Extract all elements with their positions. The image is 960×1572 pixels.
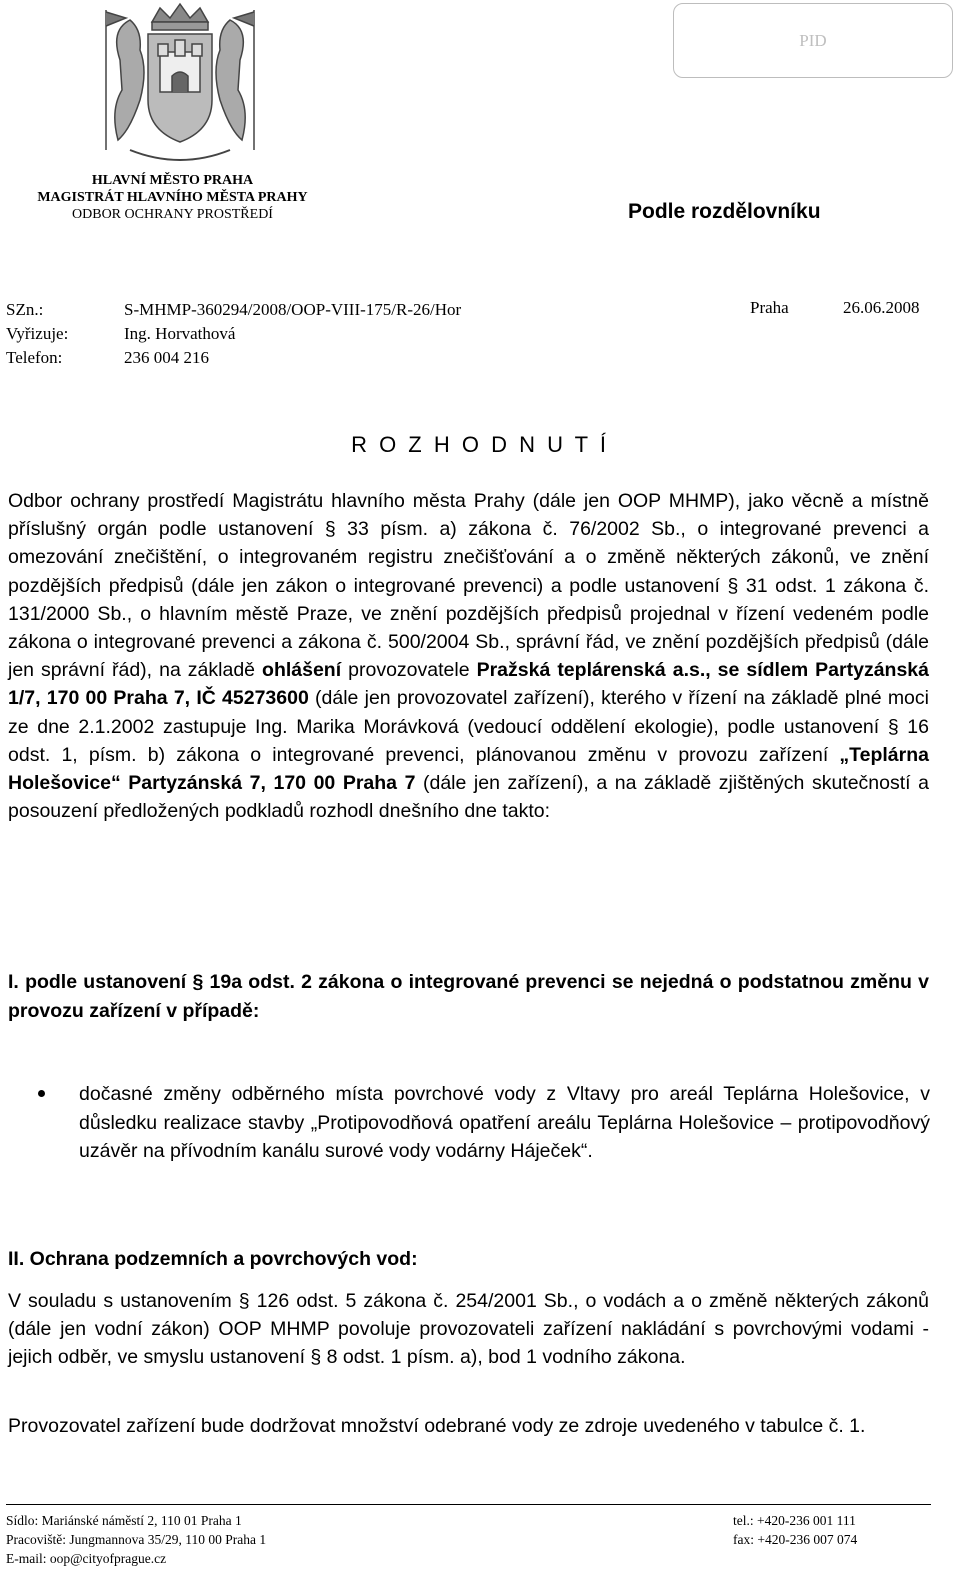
intro-text-4: (dále jen zařízení), a na základě zjištěných skutečností a posouzení předložených podkladů rozhodl dnešního dne takto: (8, 772, 929, 823)
org-line-2: MAGISTRÁT HLAVNÍHO MĚSTA PRAHY (37, 190, 308, 205)
org-line-1: HLAVNÍ MĚSTO PRAHA (91, 173, 254, 188)
footer-tel: tel.: +420-236 001 111 (733, 1513, 856, 1528)
recipient: Podle rozdělovníku (628, 200, 821, 223)
intro-text-3: (dále jen provozovatel zařízení), kterého v řízení na základě plné moci ze dne 2.1.2002 zastupuje Ing. Marika Morávková (vedoucí oddělení ekologie), podle ustanovení § 16 odst. 1, písm. b) zákona o integrované prevenci, plánovanou změnu v provozu zařízení (8, 687, 929, 766)
section-2-heading: II. Ochrana podzemních a povrchových vod: (8, 1248, 418, 1270)
telefon-value: 236 004 216 (124, 348, 209, 367)
pid-stamp-box (673, 3, 953, 78)
section-2-paragraph-2: Provozovatel zařízení bude dodržovat množství odebrané vody ze zdroje uvedeného v tabulce č. 1. (8, 1415, 866, 1437)
intro-text-1: Odbor ochrany prostředí Magistrátu hlavního města Prahy (dále jen OOP MHMP), jako věcně a místně příslušný orgán podle ustanovení § 33 písm. a) zákona č. 76/2002 Sb., o integrované prevenci a omezování znečištění, o integrovaném registru znečišťování a o změně některých zákonů, ve znění pozdějších předpisů (dále jen zákon o integrované prevenci) a podle ustanovení § 31 odst. 1 zákona č. 131/2000 Sb., o hlavním městě Praze, ve znění pozdějších předpisů projednal v řízení vedeném podle zákona o integrované prevenci a zákona č. 500/2004 Sb., správní řád, ve znění pozdějších předpisů (dále jen správní řád), na základě (8, 490, 929, 682)
organization-name (0, 172, 345, 223)
meta-place: Praha (750, 298, 789, 317)
meta-date: 26.06.2008 (843, 298, 920, 317)
intro-paragraph (8, 487, 929, 825)
document-title: R O Z H O D N U T Í (351, 432, 609, 457)
prague-coat-of-arms-icon (100, 0, 260, 170)
section-2-paragraph-1: V souladu s ustanovením § 126 odst. 5 zákona č. 254/2001 Sb., o vodách a o změně některých zákonů (dále jen vodní zákon) OOP MHMP povoluje provozovateli zařízení nakládání s povrchovými vodami - jejich odběr, ve smyslu ustanovení § 8 odst. 1 písm. a), bod 1 vodního zákona. (8, 1290, 929, 1369)
footer-address: Sídlo: Mariánské náměstí 2, 110 01 Praha 1 (6, 1513, 242, 1528)
section-1-bullet-text: dočasné změny odběrného místa povrchové vody z Vltavy pro areál Teplárna Holešovice, v důsledku realizace stavby „Protipovodňová opatření areálu Teplárna Holešovice – protipovodňový uzávěr na přívodním kanálu surové vody vodárny Háječek“. (79, 1083, 930, 1162)
section-1-heading: I. podle ustanovení § 19a odst. 2 zákona o integrované prevenci se nejedná o podstatnou změnu v provozu zařízení v případě: (8, 971, 929, 1022)
footer-email: E-mail: oop@cityofprague.cz (6, 1551, 167, 1566)
telefon-label: Telefon: (6, 348, 63, 367)
intro-bold-1: ohlášení (262, 659, 342, 682)
footer-divider (6, 1504, 931, 1505)
vyrizuje-value: Ing. Horvathová (124, 324, 236, 343)
footer-fax: fax: +420-236 007 074 (733, 1532, 858, 1547)
intro-bold-2: Pražská teplárenská a.s., se sídlem Partyzánská 1/7, 170 00 Praha 7, IČ 45273600 (8, 659, 929, 710)
bullet-icon (38, 1090, 45, 1097)
org-line-3: ODBOR OCHRANY PROSTŘEDÍ (72, 207, 273, 222)
vyrizuje-label: Vyřizuje: (6, 324, 69, 343)
intro-text-2: provozovatele (341, 659, 477, 682)
pid-label: PID (799, 30, 827, 50)
footer-workplace: Pracoviště: Jungmannova 35/29, 110 00 Praha 1 (6, 1532, 267, 1547)
szn-label: SZn.: (6, 300, 44, 319)
szn-value: S-MHMP-360294/2008/OOP-VIII-175/R-26/Hor (124, 300, 462, 319)
intro-bold-3: „Teplárna Holešovice“ Partyzánská 7, 170 00 Praha 7 (8, 743, 929, 795)
